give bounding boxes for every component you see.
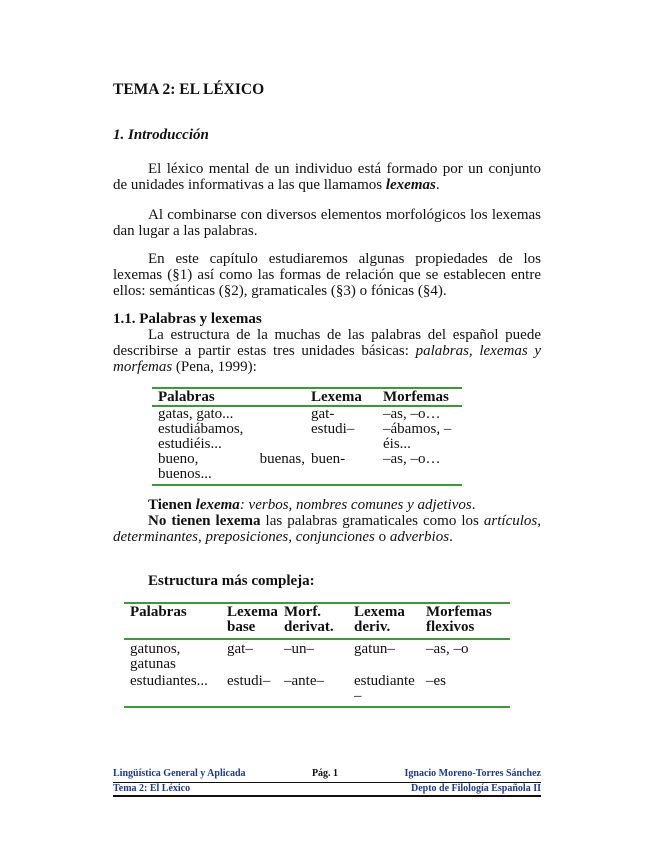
table-cell: estudiante–	[348, 672, 420, 707]
table-header-cell: Lexema base	[221, 603, 278, 639]
no-tienen-mid: o	[374, 529, 390, 545]
footer-department: Depto de Filología Española II	[410, 783, 541, 794]
table-cell: –as, –o…	[377, 452, 462, 485]
paragraph-4-italic: palabras, lexemas y morfemas	[113, 343, 542, 375]
table-row	[124, 639, 510, 672]
table-header-cell: Morfemas	[377, 388, 462, 406]
no-tienen-italic-1: artículos, determinantes, preposiciones, conjunciones	[113, 513, 541, 545]
table-cell: estudi–	[311, 421, 355, 437]
paragraph-1-text: El léxico mental de un individuo está formado por un conjunto de unidades informativas a las que llamamos	[113, 161, 541, 193]
no-tienen-text: las palabras gramaticales como los	[260, 513, 484, 529]
table-header-cell: Palabras	[124, 603, 221, 639]
table-cell: gatun–	[354, 641, 395, 657]
table-header-row	[152, 388, 462, 406]
table-estructura-compleja	[124, 602, 510, 708]
footer-row-1	[113, 766, 541, 781]
table-header-row	[124, 603, 510, 639]
table-cell: gat-	[311, 406, 335, 422]
paragraph-4	[113, 327, 541, 375]
paragraph-1-end: .	[435, 177, 440, 193]
table-cell: estudiábamos, estudiéis...	[158, 421, 244, 452]
page-footer	[113, 766, 541, 796]
table-header-cell: Morfemas flexivos	[420, 603, 510, 639]
table-row	[152, 452, 462, 485]
table-cell: estudiantes...	[124, 672, 221, 707]
table-row	[152, 406, 462, 422]
no-tienen-italic-2: adverbios	[389, 529, 450, 545]
table-cell: –es	[420, 672, 510, 707]
section-heading-introduccion: 1. Introducción	[113, 127, 209, 143]
no-tienen-lexema-paragraph	[113, 513, 541, 545]
table-header-cell: Lexema	[305, 388, 377, 406]
table-header-cell: Morf. derivat.	[278, 603, 348, 639]
footer-row-2	[113, 781, 541, 796]
table-cell: bueno, buenas, buenos...	[152, 452, 305, 485]
table-cell: gat–	[227, 641, 253, 657]
table-row	[124, 672, 510, 707]
table-palabras-lexemas	[152, 387, 462, 486]
table-cell: gatunos, gatunas	[130, 641, 181, 672]
table-cell: –ábamos, –éis...	[383, 421, 452, 452]
footer-author: Ignacio Moreno-Torres Sánchez	[404, 768, 541, 779]
no-tienen-bold: No tienen lexema	[148, 513, 261, 529]
table-cell: buen-	[305, 452, 377, 485]
tienen-bold: Tienen	[148, 497, 196, 513]
table-row	[152, 422, 462, 452]
tienen-lexema-line	[113, 497, 576, 513]
estructura-heading: Estructura más compleja:	[148, 573, 315, 589]
paragraph-3: En este capítulo estudiaremos algunas propiedades de los lexemas (§1) así como las formas de relación que se establecen entre ellos: semánticas (§2), gramaticales (§3) o fónicas (§4).	[113, 251, 541, 299]
footer-topic: Tema 2: El Léxico	[113, 783, 191, 794]
section-heading-palabras-lexemas: 1.1. Palabras y lexemas	[113, 311, 262, 327]
table-cell: –un–	[284, 641, 314, 657]
paragraph-2: Al combinarse con diversos elementos morfológicos los lexemas dan lugar a las palabras.	[113, 207, 541, 239]
paragraph-4-end: (Pena, 1999):	[172, 359, 257, 375]
table-header-cell: Palabras	[152, 388, 305, 406]
footer-page-number: Pág. 1	[311, 768, 339, 779]
tienen-end: .	[471, 497, 476, 513]
paragraph-4-text: La estructura de la muchas de las palabras del español puede describirse a partir estas tres unidades básicas:	[113, 327, 541, 359]
tienen-lexema-term: lexema	[195, 497, 240, 513]
table-cell: –as, –o…	[383, 406, 441, 422]
no-tienen-end: .	[449, 529, 453, 545]
tienen-italic: : verbos, nombres comunes y adjetivos	[239, 497, 472, 513]
paragraph-1	[113, 161, 541, 193]
footer-course: Lingüística General y Aplicada	[113, 768, 246, 779]
table-header-cell: Lexema deriv.	[348, 603, 420, 639]
lexemas-term: lexemas	[385, 177, 436, 193]
table-cell: –as, –o	[426, 641, 469, 657]
footer-divider	[113, 782, 541, 783]
table-cell: –ante–	[278, 672, 348, 707]
document-title: TEMA 2: EL LÉXICO	[113, 81, 265, 98]
table-cell: estudi–	[221, 672, 278, 707]
footer-bottom-rule	[113, 795, 541, 797]
table-cell: gatas, gato...	[158, 406, 234, 422]
